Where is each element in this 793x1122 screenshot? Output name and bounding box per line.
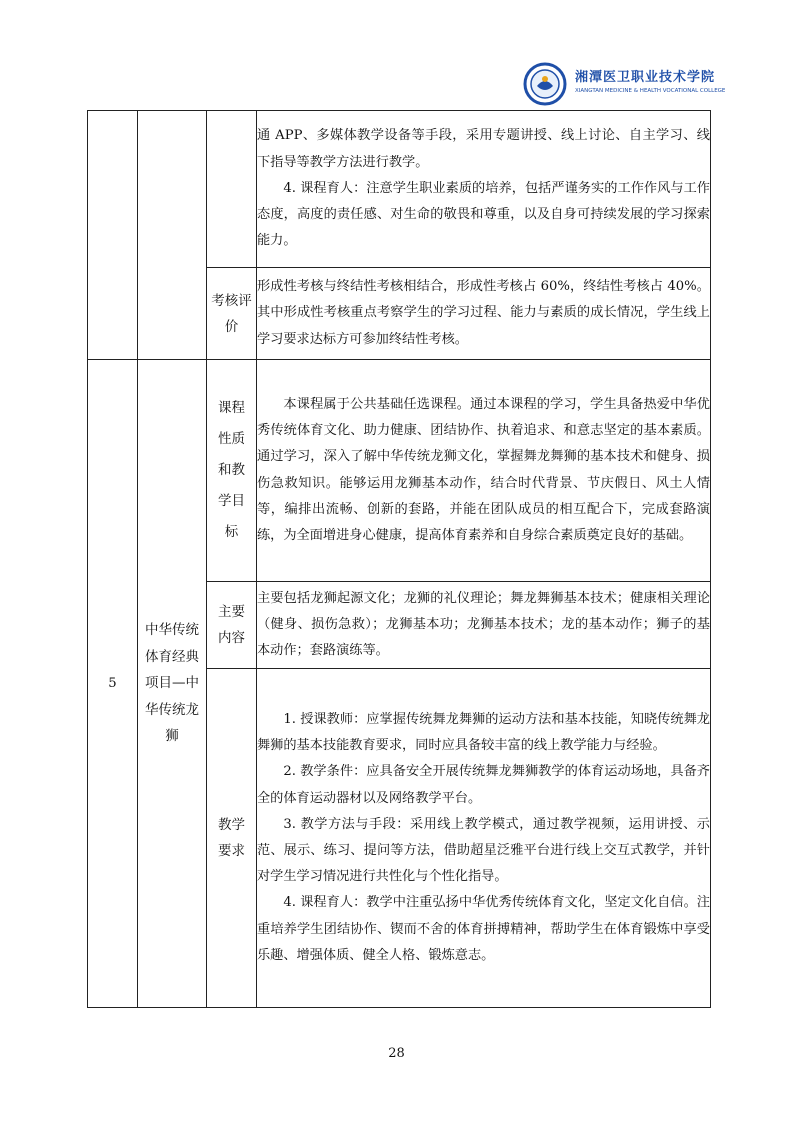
logo-chinese-name: 湘潭医卫职业技术学院 — [575, 70, 716, 85]
main-content-label-text: 主要内容 — [218, 604, 245, 646]
table-row — [88, 111, 711, 268]
college-emblem-icon — [523, 62, 567, 106]
course-number: 5 — [88, 360, 138, 1008]
course-name-text: 中华传统体育经典项目—中华传统龙狮 — [145, 622, 199, 745]
teaching-requirements-label-text: 教学要求 — [218, 817, 245, 859]
page-number: 28 — [388, 1046, 405, 1061]
requirement-paragraph: 4. 课程育人：注意学生职业素质的培养，包括严谨务实的工作作风与工作态度，高度的责任感、对生命的敬畏和尊重，以及自身可持续发展的学习探索能力。 — [257, 180, 710, 249]
assessment-text: 形成性考核与终结性考核相结合，形成性考核占 60%，终结性考核占 40%。其中形成性考核重点考察学生的学习过程、能力与素质的成长情况，学生线上学习要求达标方可参加终结性考核。 — [257, 268, 711, 360]
course-nature-label — [207, 360, 257, 582]
teaching-requirements-text — [257, 669, 711, 1008]
teaching-requirements-label — [207, 669, 257, 1008]
course-nature-text: 本课程属于公共基础任选课程。通过本课程的学习，学生具备热爱中华优秀传统体育文化、助力健康、团结协作、执着追求、和意志坚定的基本素质。通过学习，深入了解中华传统龙狮文化，掌握舞龙舞狮的基本技术和健身、损伤急救知识。能够运用龙狮基本动作，结合时代背景、节庆假日、风土人情等，编排出流畅、创新的套路，并能在团队成员的相互配合下，完成套路演练，为全面增进身心健康，提高体育素养和自身综合素质奠定良好的基础。 — [257, 360, 711, 582]
main-content-text: 主要包括龙狮起源文化；龙狮的礼仪理论；舞龙舞狮基本技术；健康相关理论（健身、损伤急救）；龙狮基本功；龙狮基本技术；龙的基本动作；狮子的基本动作；套路演练等。 — [257, 582, 711, 669]
requirement-paragraph: 通 APP、多媒体教学设备等手段，采用专题讲授、线上讨论、自主学习、线下指导等教学方法进行教学。 — [257, 128, 710, 170]
requirement-paragraph: 1. 授课教师：应掌握传统舞龙舞狮的运动方法和基本技能，知晓传统舞龙舞狮的基本技能教育要求，同时应具备较丰富的线上教学能力与经验。 — [257, 711, 710, 754]
table-row — [88, 360, 711, 582]
course-nature-label-text: 课程性质和教学目标 — [218, 400, 245, 540]
assessment-label: 考核评价 — [207, 268, 257, 360]
requirement-paragraph: 3. 教学方法与手段：采用线上教学模式，通过教学视频，运用讲授、示范、展示、练习、提问等方法，借助超星泛雅平台进行线上交互式教学，并针对学生学习情况进行共性化与个性化指导。 — [257, 816, 710, 885]
course-table — [87, 110, 711, 1008]
college-logo — [523, 62, 726, 108]
requirement-paragraph: 4. 课程育人：教学中注重弘扬中华优秀传统体育文化，坚定文化自信。注重培养学生团结协作、锲而不舍的体育拼搏精神，帮助学生在体育锻炼中享受乐趣、增强体质、健全人格、锻炼意志。 — [257, 895, 710, 963]
requirement-paragraph: 2. 教学条件：应具备安全开展传统舞龙舞狮教学的体育运动场地，具备齐全的体育运动器材以及网络教学平台。 — [257, 764, 710, 806]
main-content-label — [207, 582, 257, 669]
course-name — [138, 360, 207, 1008]
logo-english-name: XIANGTAN MEDICINE & HEALTH VOCATIONAL COLLEGE — [575, 88, 726, 94]
teaching-requirements-continued — [257, 111, 711, 268]
